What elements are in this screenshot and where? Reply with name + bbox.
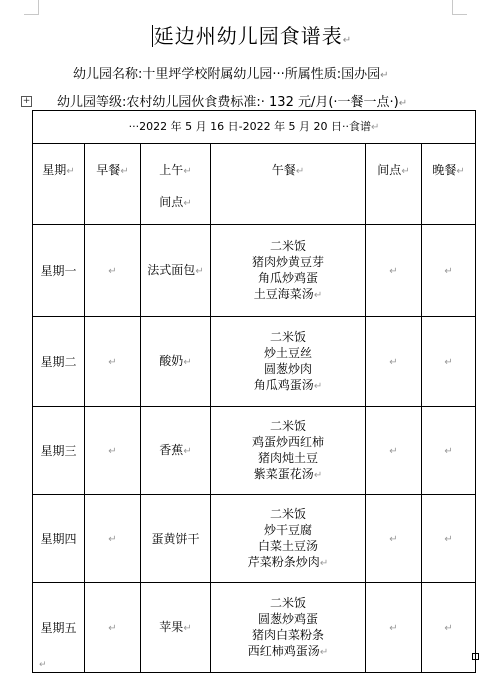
am-snack-cell: 法式面包↵ [141,225,211,317]
day-cell: 星期五 [33,583,85,673]
am-snack-cell: 苹果↵ [141,583,211,673]
breakfast-cell: ↵ [85,495,141,583]
date-range: ···2022 年 5 月 16 日-2022 年 5 月 20 日··食谱 [128,119,372,133]
paragraph-mark: ↵ [380,70,389,81]
dinner-cell: ↵ [422,225,476,317]
document-title: 延边州幼儿园食谱表 [153,24,343,48]
header-row [33,144,476,225]
date-range-cell [33,111,476,144]
crop-mark-top-left [24,0,39,15]
am-snack-cell: 香蕉↵ [141,407,211,495]
table-resize-handle[interactable] [472,653,479,660]
table-row [33,225,476,317]
grade-and-fee: 幼儿园等级:农村幼儿园伙食费标准:· 132 元/月(·一餐一点·) [57,95,399,110]
day-cell: 星期三 [33,407,85,495]
dinner-cell: ↵ [422,583,476,673]
pm-snack-cell: ↵ [366,583,422,673]
header-day: 星期↵ [33,144,85,225]
dinner-cell: ↵ [422,495,476,583]
table-move-handle-icon[interactable]: + [22,96,31,106]
pm-snack-cell: ↵ [366,317,422,407]
paragraph-mark: ↵ [371,121,380,133]
lunch-cell: 二米饭 鸡蛋炒西红柿 猪肉炖土豆 紫菜蛋花汤↵ [211,407,366,495]
dinner-cell: ↵ [422,407,476,495]
pm-snack-cell: ↵ [366,225,422,317]
day-cell: 星期一 [33,225,85,317]
paragraph-mark: ↵ [398,98,408,109]
am-snack-cell: 酸奶↵ [141,317,211,407]
header-am-snack: 上午↵ 间点↵ [141,144,211,225]
breakfast-cell: ↵ [85,407,141,495]
text-cursor [152,25,153,47]
paragraph-mark: ↵ [342,35,353,46]
am-snack-cell: 蛋黄饼干 [141,495,211,583]
breakfast-cell: ↵ [85,583,141,673]
table-row [33,495,476,583]
day-cell: 星期四 [33,495,85,583]
table-row [33,407,476,495]
crop-mark-top-right [452,0,467,15]
dinner-cell: ↵ [422,317,476,407]
table-row [33,317,476,407]
header-dinner: 晚餐↵ [422,144,476,225]
paragraph-mark: ↵ [39,660,47,670]
kindergarten-name-and-type: 幼儿园名称:十里坪学校附属幼儿园···所属性质:国办园 [73,67,381,82]
header-lunch: 午餐↵ [211,144,366,225]
menu-table [32,110,476,673]
document-title-line [0,20,504,49]
pm-snack-cell: ↵ [366,495,422,583]
lunch-cell: 二米饭 炒土豆丝 圆葱炒肉 角瓜鸡蛋汤↵ [211,317,366,407]
header-pm-snack: 间点↵ [366,144,422,225]
date-row [33,111,476,144]
lunch-cell: 二米饭 猪肉炒黄豆芽 角瓜炒鸡蛋 土豆海菜汤↵ [211,225,366,317]
day-cell: 星期二 [33,317,85,407]
kindergarten-info-line [73,63,389,82]
pm-snack-cell: ↵ [366,407,422,495]
breakfast-cell: ↵ [85,225,141,317]
lunch-cell: 二米饭 圆葱炒鸡蛋 猪肉白菜粉条 西红柿鸡蛋汤↵ [211,583,366,673]
kindergarten-grade-line [57,91,407,110]
header-breakfast: 早餐↵ [85,144,141,225]
lunch-cell: 二米饭 炒干豆腐 白菜土豆汤 芹菜粉条炒肉↵ [211,495,366,583]
table-row [33,583,476,673]
breakfast-cell: ↵ [85,317,141,407]
